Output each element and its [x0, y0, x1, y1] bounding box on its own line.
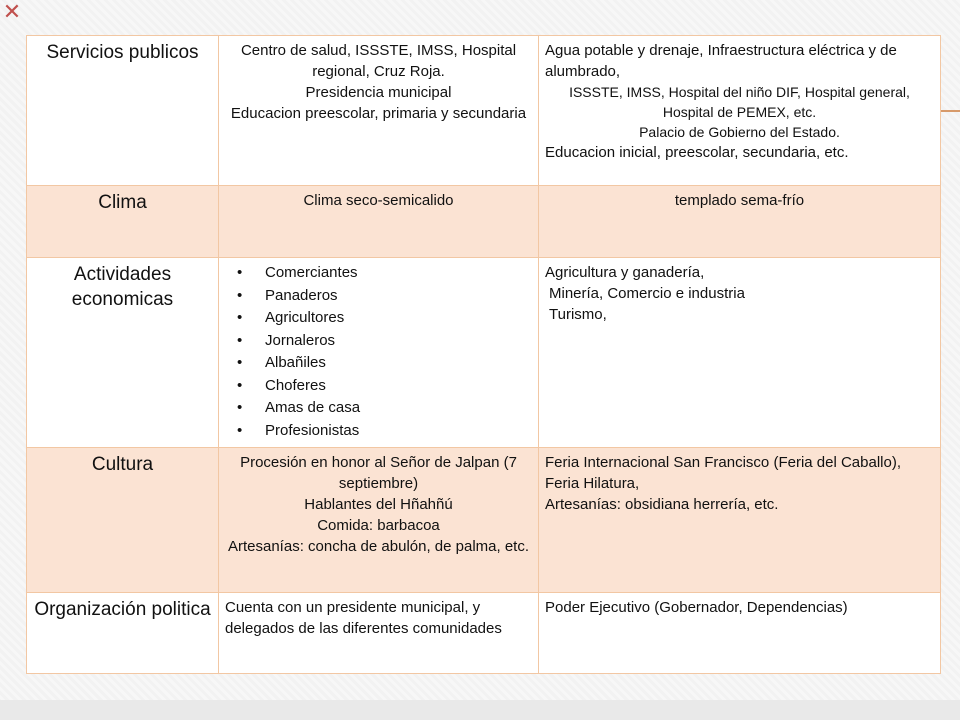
row-header-clima: Clima	[27, 186, 219, 258]
list-item: • Agricultores	[237, 307, 532, 330]
decorative-line	[938, 110, 960, 112]
cell-actividades-municipio	[219, 258, 539, 448]
list-item: • Albañiles	[237, 352, 532, 375]
list-item: • Choferes	[237, 375, 532, 398]
cell-actividades-estado	[539, 258, 941, 448]
cell-line: Cuenta con un presidente municipal, y delegados de las diferentes comunidades	[225, 599, 502, 637]
cell-line: Minería, Comercio e industria	[549, 285, 745, 302]
cell-cultura-estado	[539, 448, 941, 593]
cell-line: Clima seco-semicalido	[303, 192, 454, 209]
cell-clima-municipio	[219, 186, 539, 258]
table-row-actividades	[27, 258, 941, 448]
row-header-servicios: Servicios publicos	[27, 36, 219, 186]
cell-line: Artesanías: concha de abulón, de palma, etc.	[227, 538, 530, 555]
cell-line: Agua potable y drenaje, Infraestructura eléctrica y de alumbrado,	[545, 42, 897, 80]
cell-line: templado sema-frío	[674, 192, 805, 209]
cell-line: Feria Internacional San Francisco (Feria del Caballo), Feria Hilatura,	[545, 454, 901, 492]
cell-line: Presidencia municipal	[305, 84, 452, 101]
cell-clima-estado	[539, 186, 941, 258]
cell-organizacion-municipio	[219, 593, 539, 674]
row-header-organizacion: Organización politica	[27, 593, 219, 674]
comparison-table	[26, 35, 941, 674]
list-item: • Comerciantes	[237, 262, 532, 285]
list-item: • Profesionistas	[237, 420, 532, 443]
table-row-clima	[27, 186, 941, 258]
cell-line: Palacio de Gobierno del Estado.	[639, 124, 840, 140]
activities-list	[225, 262, 532, 442]
cell-line: Comida: barbacoa	[317, 517, 440, 534]
cell-line: Turismo,	[549, 306, 607, 323]
cell-line: Agricultura y ganadería,	[545, 264, 705, 281]
row-header-cultura: Cultura	[27, 448, 219, 593]
cell-line: Educacion preescolar, primaria y secundaria	[230, 105, 527, 122]
cell-servicios-municipio	[219, 36, 539, 186]
cell-line: Procesión en honor al Señor de Jalpan (7 septiembre)	[240, 454, 517, 492]
cell-cultura-municipio	[219, 448, 539, 593]
table-row-servicios	[27, 36, 941, 186]
table-row-cultura	[27, 448, 941, 593]
cell-organizacion-estado	[539, 593, 941, 674]
cell-line: Hablantes del Hñahñú	[304, 496, 453, 513]
cell-line: Poder Ejecutivo (Gobernador, Dependencias)	[545, 599, 848, 616]
list-item: • Panaderos	[237, 285, 532, 308]
list-item: • Jornaleros	[237, 330, 532, 353]
cell-servicios-estado	[539, 36, 941, 186]
slide-footer-strip	[0, 700, 960, 720]
cell-line: Centro de salud, ISSSTE, IMSS, Hospital regional, Cruz Roja.	[240, 42, 517, 80]
row-header-actividades: Actividades economicas	[27, 258, 219, 448]
cell-line: Artesanías: obsidiana herrería, etc.	[545, 496, 779, 513]
x-mark-icon: ✕	[2, 0, 22, 24]
cell-line: Educacion inicial, preescolar, secundaria, etc.	[545, 144, 849, 161]
list-item: • Amas de casa	[237, 397, 532, 420]
table-row-organizacion	[27, 593, 941, 674]
cell-line: ISSSTE, IMSS, Hospital del niño DIF, Hospital general, Hospital de PEMEX, etc.	[569, 84, 910, 120]
